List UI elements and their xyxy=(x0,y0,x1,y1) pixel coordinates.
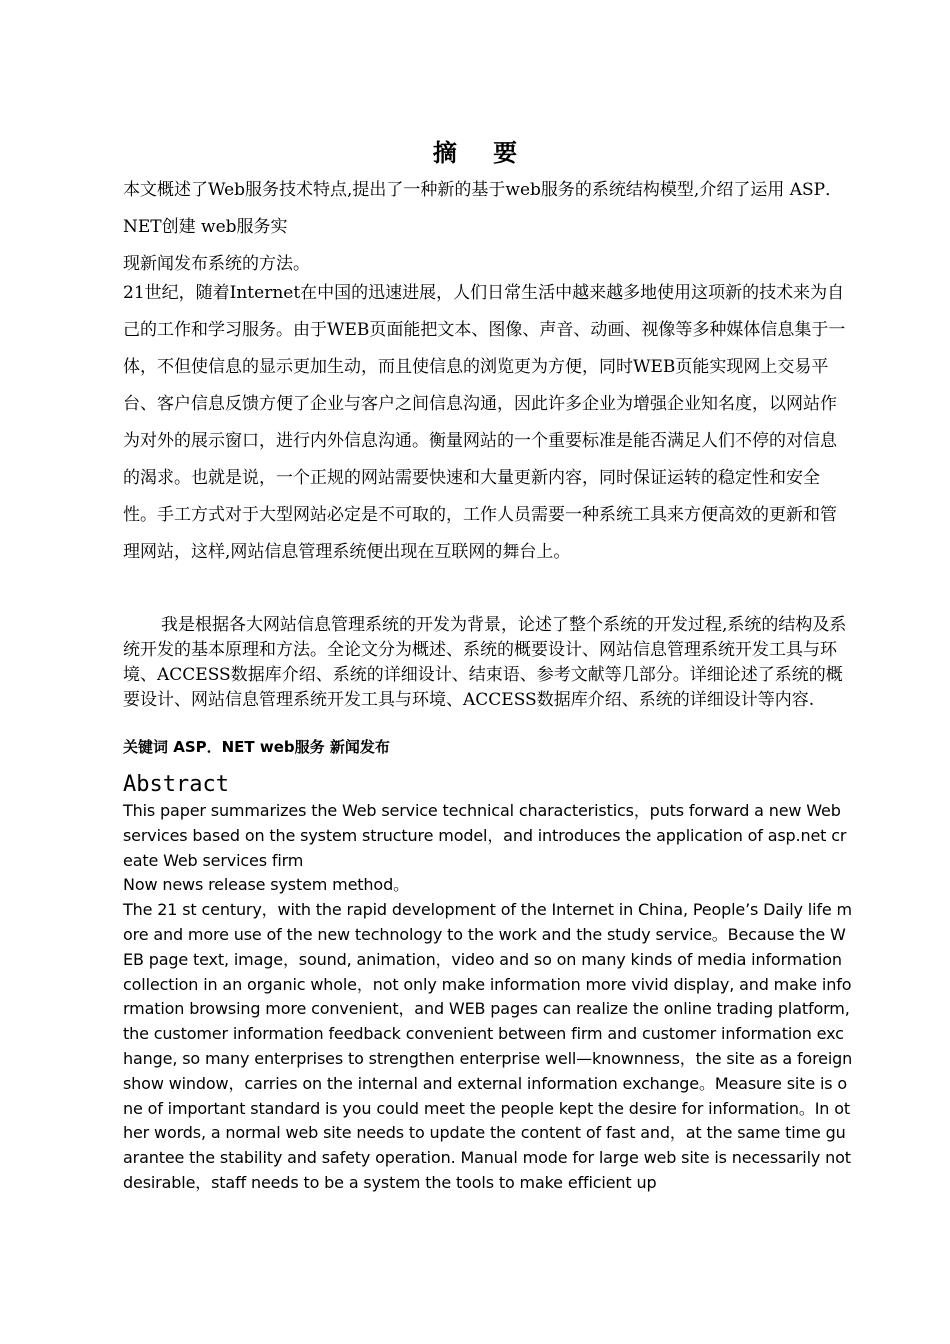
chinese-abstract-summary xyxy=(123,613,853,713)
english-abstract xyxy=(123,799,853,1196)
keywords: 关键词 ASP．NET web服务 新闻发布 xyxy=(123,738,390,756)
english-paragraph-1: This paper summarizes the Web service technical characteristics，puts forward a new Web services based on the system structure model，and introduces the application of asp.net create Web services firm xyxy=(123,801,847,870)
chinese-abstract-body xyxy=(123,275,853,571)
chinese-paragraph-1b: 现新闻发布系统的方法。 xyxy=(123,254,310,274)
english-paragraph-2: The 21 st century，with the rapid development of the Internet in China, People’s Daily life more and more use of the new technology to the work and the study service。Because the WEB page text, image，sound, animation，video and so on many kinds of media information collection in an organic whole，not only make information more vivid display, and make information browsing more convenient，and WEB pages can realize the online trading platform, the customer information feedback convenient between firm and customer information exchange, so many enterprises to strengthen enterprise well—knownness，the site as a foreign show window，carries on the internal and external information exchange。Measure site is one of important standard is you could meet the people kept the desire for information。In other words, a normal web site needs to update the content of fast and，at the same time guarantee the stability and safety operation. Manual mode for large web site is necessarily not desirable，staff needs to be a system the tools to make efficient up xyxy=(123,900,853,1192)
keywords-line xyxy=(123,737,853,757)
chinese-paragraph-3: 我是根据各大网站信息管理系统的开发为背景，论述了整个系统的开发过程,系统的结构及系统开发的基本原理和方法。全论文分为概述、系统的概要设计、网站信息管理系统开发工具与环境、ACCESS数据库介绍、系统的详细设计、结束语、参考文献等几部分。详细论述了系统的概要设计、网站信息管理系统开发工具与环境、ACCESS数据库介绍、系统的详细设计等内容. xyxy=(123,615,847,710)
english-paragraph-1b: Now news release system method。 xyxy=(123,875,409,895)
english-abstract-heading-block xyxy=(123,771,853,799)
chinese-paragraph-1: 本文概述了Web服务技术特点,提出了一种新的基于web服务的系统结构模型,介绍了运用 ASP．NET创建 web服务实 xyxy=(123,180,843,237)
chinese-paragraph-2: 21世纪，随着Internet在中国的迅速进展，人们日常生活中越来越多地使用这项新的技术来为自己的工作和学习服务。由于WEB页面能把文本、图像、声音、动画、视像等多种媒体信息集于一体，不但使信息的显示更加生动，而且使信息的浏览更为方便，同时WEB页能实现网上交易平台、客户信息反馈方便了企业与客户之间信息沟通，因此许多企业为增强企业知名度，以网站作为对外的展示窗口，进行内外信息沟通。衡量网站的一个重要标准是能否满足人们不停的对信息的渴求。也就是说，一个正规的网站需要快速和大量更新内容，同时保证运转的稳定性和安全性。手工方式对于大型网站必定是不可取的，工作人员需要一种系统工具来方便高效的更新和管理网站，这样,网站信息管理系统便出现在互联网的舞台上。 xyxy=(123,283,846,562)
abstract-title: 摘 要 xyxy=(432,139,532,167)
chinese-abstract-intro xyxy=(123,172,853,283)
english-abstract-heading: Abstract xyxy=(123,772,229,797)
